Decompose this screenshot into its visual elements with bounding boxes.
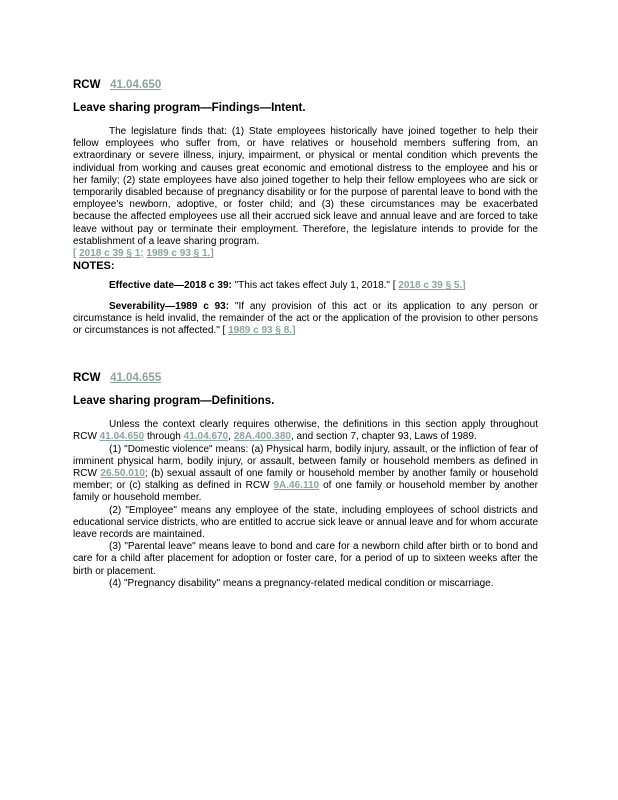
rcw-link[interactable]: 41.04.650: [99, 431, 145, 443]
cite-open: [: [73, 248, 77, 260]
rcw-label: RCW: [73, 79, 101, 91]
note-label: Severability—1989 c 93:: [109, 300, 230, 312]
section-caption-1: Leave sharing program—Findings—Intent.: [73, 102, 306, 114]
section-body-1: The legislature finds that: (1) State employees historically have joined together to help their fellow employees who suffer from, or have relatives or household members suffering from, an extraordinary or severe illness, injury, impairment, or physical or mental condition which prevents the individual from working and causes great economic and emotional distress to the employee and his or her family; (2) state employees have also joined together to help their fellow employees who are sick or temporarily disabled because of pregnancy disability or for the purpose of parental leave to bond with the employee's newborn, adoptive, or foster child; and (3) these circumstances may be exacerbated because the affected employees use all their accrued sick leave and annual leave and are forced to take leave without pay or terminate their employment. Therefore, the legislature intends to provide for the establishment of a leave sharing program.: [73, 126, 538, 247]
note-cite-link[interactable]: 1989 c 93 § 8.: [228, 325, 293, 337]
cite-link-1989[interactable]: 1989 c 93 § 1.: [146, 248, 211, 260]
definition-employee: (2) "Employee" means any employee of the state, including employees of school districts and educational service districts, who are entitled to accrue sick leave or annual leave and for whom accurate leave records are maintained.: [73, 504, 538, 541]
note-cite-close: ]: [462, 280, 466, 292]
rcw-label: RCW: [73, 372, 101, 385]
definition-text: of one family or household member by another family or household member.: [73, 480, 538, 504]
rcw-link[interactable]: 9A.46.110: [273, 480, 320, 492]
citation-1: [73, 248, 538, 260]
intro-text: Unless the context clearly requires otherwise, the definitions in this section apply throughout RCW: [73, 419, 538, 443]
cite-close: ]: [210, 248, 214, 260]
note-cite-link[interactable]: 2018 c 39 § 5.: [398, 280, 463, 292]
rcw-number-link[interactable]: 41.04.650: [110, 79, 162, 91]
definition-text: ; (b) sexual assault of one family or household member by another family or household member; or (c) stalking as defined in RCW: [73, 468, 539, 492]
note-text: "This act takes effect July 1, 2018." [: [234, 280, 396, 292]
notes-heading: NOTES:: [73, 260, 115, 273]
definition-pregnancy-disability: (4) "Pregnancy disability" means a pregnancy-related medical condition or miscarriage.: [109, 577, 494, 589]
definition-domestic-violence: [73, 444, 538, 505]
definitions-intro: [73, 419, 538, 443]
section-header-2: [73, 371, 538, 385]
definition-parental-leave: (3) "Parental leave" means leave to bond and care for a newborn child after birth or to bond and care for a child after placement for adoption or foster care, for a period of up to sixteen weeks after the birth or placement.: [73, 541, 538, 577]
rcw-link[interactable]: 41.04.670: [183, 431, 229, 443]
section-caption-2: Leave sharing program—Definitions.: [73, 395, 275, 408]
note-label: Effective date—2018 c 39:: [109, 280, 232, 292]
note-text: "If any provision of this act or its application to any person or circumstance is held invalid, the remainder of the act or the application of the provision to other persons or circumstances is not affected." [: [73, 300, 539, 337]
rcw-link[interactable]: 26.50.010: [100, 468, 145, 480]
intro-text: , and section 7, chapter 93, Laws of 1989.: [291, 431, 477, 443]
document-page: [73, 78, 538, 590]
rcw-link[interactable]: 28A.400.380: [233, 431, 291, 443]
note-severability: [73, 301, 538, 338]
definition-text: (1) "Domestic violence" means: (a) Physical harm, bodily injury, assault, or the infliction of fear of imminent physical harm, bodily injury, or assault, between family or household members as defined in RCW: [73, 443, 538, 480]
intro-text: ,: [228, 431, 231, 443]
note-cite-close: ]: [292, 325, 296, 337]
rcw-number-link[interactable]: 41.04.655: [110, 372, 162, 385]
note-effective-date: [73, 280, 538, 292]
section-header-1: [73, 78, 538, 92]
intro-text: through: [146, 431, 181, 443]
cite-link-2018[interactable]: 2018 c 39 § 1;: [79, 248, 144, 260]
